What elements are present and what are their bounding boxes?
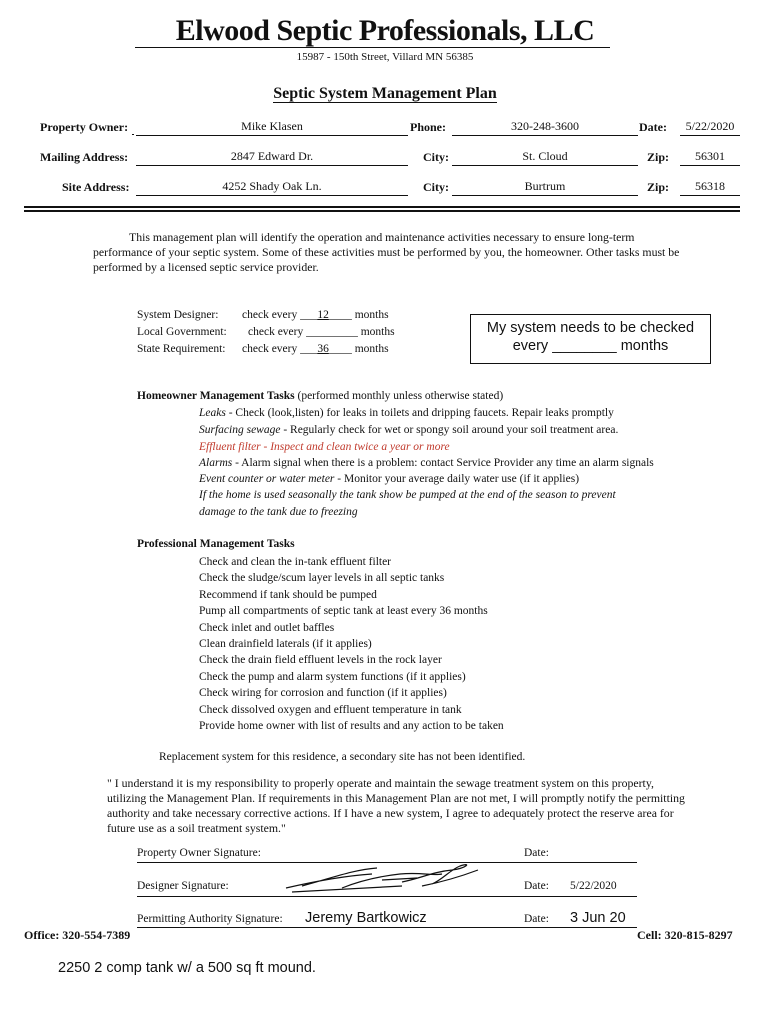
seasonal-note-line2: damage to the tank due to freezing (199, 506, 358, 518)
mailing-zip-value: 56301 (680, 149, 740, 166)
mailing-city-value: St. Cloud (452, 149, 638, 166)
state-check-label: State Requirement: (137, 343, 226, 355)
plan-title-text: Septic System Management Plan (273, 85, 497, 102)
mailing-zip-label: Zip: (647, 150, 670, 164)
site-zip-label: Zip: (647, 180, 670, 194)
designer-signature-line (137, 896, 637, 897)
state-check-value: 36 (317, 343, 329, 355)
professional-task: Clean drainfield laterals (if it applies) (199, 638, 372, 651)
local-check-text: check every _________ months (248, 326, 395, 338)
professional-task: Check and clean the in-tank effluent filter (199, 556, 392, 568)
homeowner-task-name: Surfacing sewage (199, 424, 281, 436)
site-address-value: 4252 Shady Oak Ln. (136, 179, 408, 196)
owner-signature-label: Property Owner Signature: (137, 847, 261, 859)
section-divider-top (24, 206, 740, 208)
designer-check-value: 12 (317, 309, 329, 321)
site-city-value: Burtrum (452, 179, 638, 196)
designer-signature-scribble (282, 862, 487, 896)
homeowner-task-text: - Alarm signal when there is a problem: contact Service Provider any time an alarm signals (232, 457, 654, 469)
homeowner-heading-row (137, 390, 503, 402)
company-address: 15987 - 150th Street, Villard MN 56385 (296, 51, 474, 63)
professional-heading: Professional Management Tasks (137, 538, 295, 550)
homeowner-task-text: - Regularly check for wet or spongy soil around your soil treatment area. (280, 424, 619, 436)
professional-task-list (199, 554, 504, 734)
mailing-city-label: City: (423, 150, 449, 164)
designer-date-value: 5/22/2020 (570, 880, 617, 892)
site-city-label: City: (423, 180, 449, 194)
check-box-line1: My system needs to be checked (486, 320, 695, 336)
authority-signature-line (137, 927, 637, 928)
professional-task: Check dissolved oxygen and effluent temperature in tank (199, 703, 462, 716)
homeowner-task-text: - Monitor your average daily water use (if it applies) (334, 473, 580, 485)
homeowner-task-name: Event counter or water meter (199, 473, 335, 485)
authority-signature-label: Permitting Authority Signature: (137, 913, 283, 925)
homeowner-task (199, 407, 614, 419)
owner-date-label: Date: (524, 847, 549, 859)
designer-signature-label: Designer Signature: (137, 880, 229, 892)
homeowner-task (199, 424, 618, 436)
phone-value: 320-248-3600 (452, 119, 638, 136)
authority-date-label: Date: (524, 913, 549, 925)
section-divider-bottom (24, 210, 740, 212)
plan-title (0, 85, 770, 103)
date-value: 5/22/2020 (680, 119, 740, 136)
property-owner-value: Mike Klasen (136, 119, 408, 136)
homeowner-task-highlight: Effluent filter - Inspect and clean twice a year or more (199, 441, 450, 453)
homeowner-task-text: - Check (look,listen) for leaks in toilets and dripping faucets. Repair leaks promptly (225, 407, 614, 419)
professional-task: Recommend if tank should be pumped (199, 588, 377, 601)
seasonal-note-line1: If the home is used seasonally the tank show be pumped at the end of the season to prevent (199, 489, 616, 501)
cell-phone: Cell: 320-815-8297 (637, 928, 733, 942)
designer-check-row (242, 309, 389, 321)
homeowner-task (199, 473, 579, 485)
phone-label: Phone: (410, 120, 446, 134)
homeowner-task-name: Leaks (199, 407, 226, 419)
company-name: Elwood Septic Professionals, LLC (175, 14, 595, 47)
professional-task: Check the pump and alarm system functions (if it applies) (199, 670, 466, 683)
check-frequency-box (470, 314, 711, 364)
local-check-label: Local Government: (137, 326, 227, 338)
office-phone: Office: 320-554-7389 (24, 928, 131, 942)
check-box-line2: every ________ months (512, 338, 669, 354)
professional-task: Check the sludge/scum layer levels in all septic tanks (199, 572, 445, 585)
designer-check-pre: check every ___ (242, 309, 318, 321)
professional-task: Pump all compartments of septic tank at least every 36 months (199, 605, 488, 618)
designer-check-label: System Designer: (137, 309, 219, 321)
intro-paragraph: This management plan will identify the operation and maintenance activities necessary to ensure long-term performance of your septic system. Some of these activities must be performed by you, the homeowner. Other tasks must be performed by a licensed septic service provider. (93, 230, 680, 274)
site-address-label: Site Address: (62, 180, 130, 194)
designer-date-label: Date: (524, 880, 549, 892)
property-owner-label: Property Owner: (40, 120, 129, 134)
mailing-address-label: Mailing Address: (40, 150, 129, 164)
professional-task: Check the drain field effluent levels in the rock layer (199, 654, 442, 667)
authority-date-value: 3 Jun 20 (570, 910, 626, 926)
date-label: Date: (639, 120, 667, 134)
homeowner-heading-note: (performed monthly unless otherwise stated) (297, 390, 504, 402)
site-zip-value: 56318 (680, 179, 740, 196)
company-underline (135, 47, 610, 48)
state-check-post: ____ months (328, 343, 389, 355)
homeowner-heading: Homeowner Management Tasks (137, 390, 295, 402)
owner-statement: " I understand it is my responsibility to properly operate and maintain the sewage treatment system on this property, utilizing the Management Plan. If requirements in this Management Plan are not met, I will promptly notify the permitting authority and take necessary corrective actions. If I have a new system, I agree to adequately protect the reserve area for future use as a soil treatment system." (107, 776, 685, 835)
homeowner-task (199, 457, 654, 469)
professional-task: Check wiring for corrosion and function (if it applies) (199, 687, 447, 700)
mailing-address-value: 2847 Edward Dr. (136, 149, 408, 166)
professional-task: Check inlet and outlet baffles (199, 621, 335, 634)
handwritten-note: 2250 2 comp tank w/ a 500 sq ft mound. (58, 960, 316, 976)
state-check-row (242, 343, 389, 355)
professional-task: Provide home owner with list of results and any action to be taken (199, 720, 504, 733)
state-check-pre: check every ___ (242, 343, 318, 355)
authority-name: Jeremy Bartkowicz (305, 910, 427, 926)
owner-colon-rule (132, 134, 134, 135)
replacement-note: Replacement system for this residence, a secondary site has not been identified. (159, 751, 526, 763)
homeowner-task-name: Alarms (199, 457, 233, 469)
designer-check-post: ____ months (328, 309, 389, 321)
